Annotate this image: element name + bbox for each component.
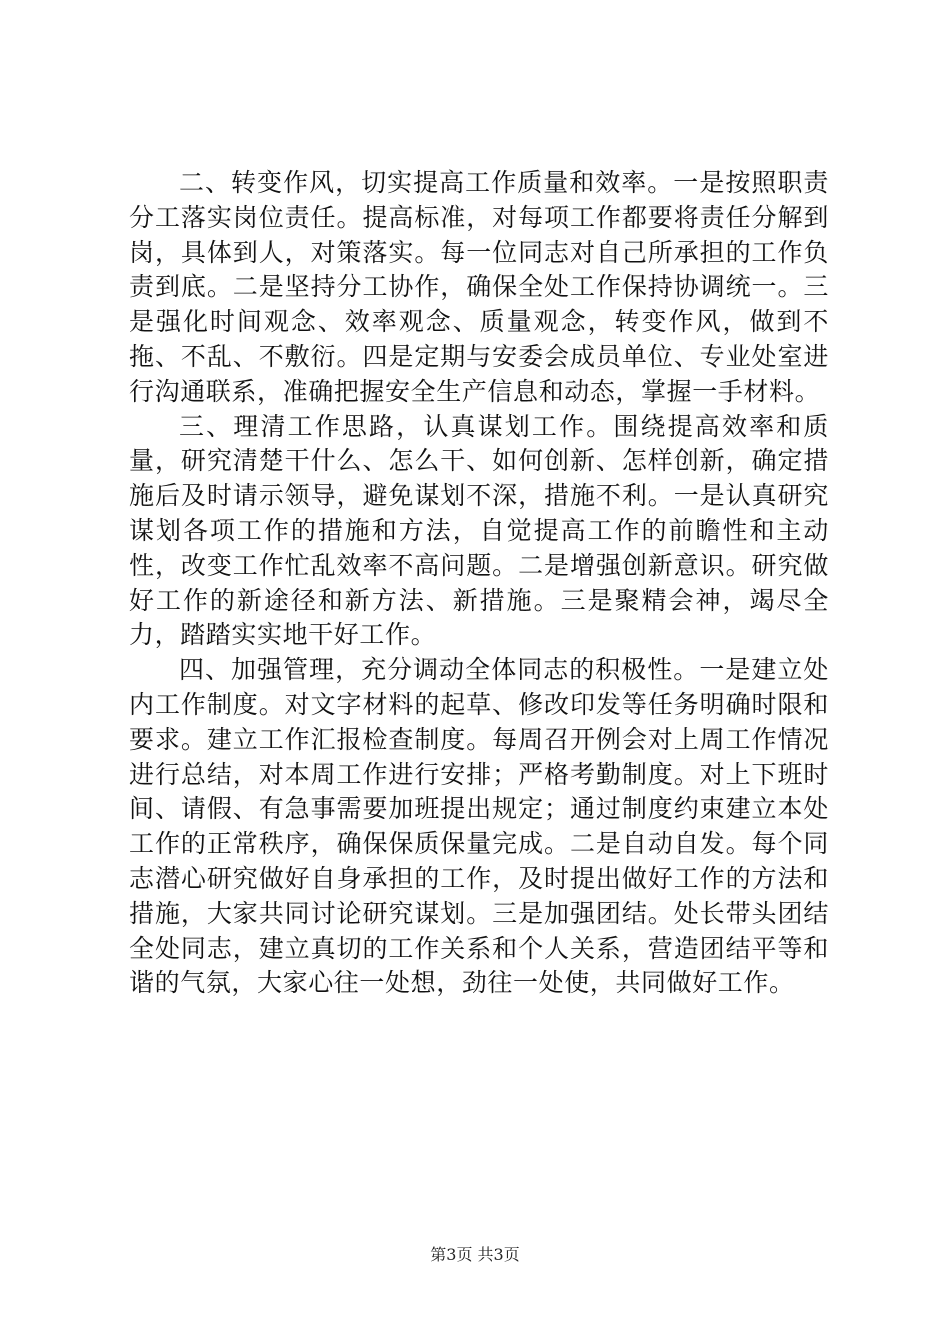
page-footer: 第3页 共3页	[430, 1245, 520, 1264]
document-body	[129, 166, 829, 1001]
paragraph-work-style: 二、转变作风，切实提高工作质量和效率。一是按照职责分工落实岗位责任。提高标准，对每项工作都要将责任分解到岗，具体到人，对策落实。每一位同志对自己所承担的工作负责到底。二是坚持分工协作，确保全处工作保持协调统一。三是强化时间观念、效率观念、质量观念，转变作风，做到不拖、不乱、不敷衍。四是定期与安委会成员单位、专业处室进行沟通联系，准确把握安全生产信息和动态，掌握一手材料。	[129, 168, 829, 406]
paragraph-work-planning: 三、理清工作思路，认真谋划工作。围绕提高效率和质量，研究清楚干什么、怎么干、如何创新、怎样创新，确定措施后及时请示领导，避免谋划不深，措施不利。一是认真研究谋划各项工作的措施和方法，自觉提高工作的前瞻性和主动性，改变工作忙乱效率不高问题。二是增强创新意识。研究做好工作的新途径和新方法、新措施。三是聚精会神，竭尽全力，踏踏实实地干好工作。	[129, 411, 829, 650]
paragraph-management: 四、加强管理，充分调动全体同志的积极性。一是建立处内工作制度。对文字材料的起草、修改印发等任务明确时限和要求。建立工作汇报检查制度。每周召开例会对上周工作情况进行总结，对本周工作进行安排；严格考勤制度。对上下班时间、请假、有急事需要加班提出规定；通过制度约束建立本处工作的正常秩序，确保保质保量完成。二是自动自发。每个同志潜心研究做好自身承担的工作，及时提出做好工作的方法和措施，大家共同讨论研究谋划。三是加强团结。处长带头团结全处同志，建立真切的工作关系和个人关系，营造团结平等和谐的气氛，大家心往一处想，劲往一处使，共同做好工作。	[129, 655, 829, 998]
